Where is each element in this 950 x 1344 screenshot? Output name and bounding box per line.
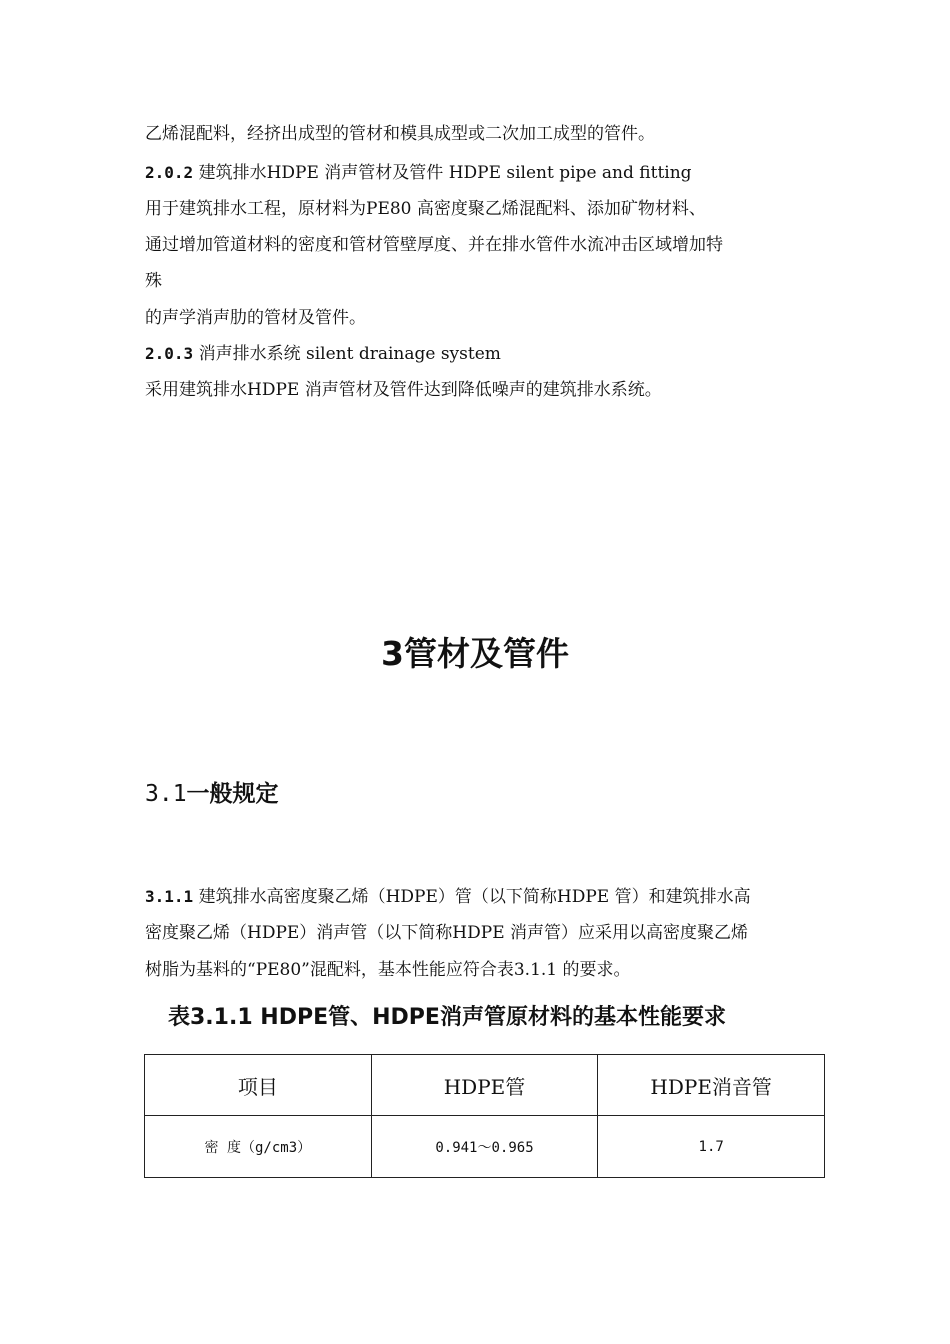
clause-line [145,959,631,981]
term-body-line [145,379,662,401]
clause-line [145,922,748,944]
table-cell: 0.941～0.965 [371,1116,598,1178]
clause-text: 树脂为基料的“PE80”混配料，基本性能应符合表3.1.1 的要求。 [145,960,631,980]
paragraph-text: 乙烯混配料，经挤出成型的管材和模具成型或二次加工成型的管件。 [145,124,655,144]
term-number: 2.0.3 [145,344,194,363]
table-header-cell: 项目 [145,1055,372,1116]
term-title: 消声排水系统 silent drainage system [198,344,501,364]
term-heading-202 [145,162,692,184]
chapter-title: 3管材及管件 [381,634,569,673]
clause-text: 密度聚乙烯（HDPE）消声管（以下简称HDPE 消声管）应采用以高密度聚乙烯 [145,923,749,943]
table-cell: 1.7 [598,1116,825,1178]
term-body-text: 殊 [145,271,162,291]
table-row [145,1116,825,1178]
term-body-line [145,270,162,292]
clause-line [145,886,751,908]
term-body-line [145,198,706,220]
term-body-line [145,307,366,329]
term-body-text: 采用建筑排水HDPE 消声管材及管件达到降低噪声的建筑排水系统。 [145,380,662,400]
term-number: 2.0.2 [145,163,194,182]
section-number: 3.1 [145,781,187,807]
term-heading-203 [145,343,501,365]
section-heading [145,779,279,809]
table-header-cell: HDPE管 [371,1055,598,1116]
properties-table [144,1054,825,1178]
table-caption: 表3.1.1 HDPE管、HDPE消声管原材料的基本性能要求 [168,1005,726,1030]
table-header-row [145,1055,825,1116]
clause-number: 3.1.1 [145,887,194,906]
paragraph-continuation [145,123,655,145]
section-title-text: 一般规定 [186,781,279,807]
term-title: 建筑排水HDPE 消声管材及管件 HDPE silent pipe and fitting [198,163,692,183]
term-body-text: 的声学消声肋的管材及管件。 [145,308,366,328]
clause-text: 建筑排水高密度聚乙烯（HDPE）管（以下简称HDPE 管）和建筑排水高 [198,887,751,907]
term-body-line [145,234,723,256]
table-header-cell: HDPE消音管 [598,1055,825,1116]
term-body-text: 用于建筑排水工程，原材料为PE80 高密度聚乙烯混配料、添加矿物材料、 [145,199,706,219]
term-body-text: 通过增加管道材料的密度和管材管壁厚度、并在排水管件水流冲击区域增加特 [145,235,723,255]
table-cell: 密 度（g/cm3） [145,1116,372,1178]
